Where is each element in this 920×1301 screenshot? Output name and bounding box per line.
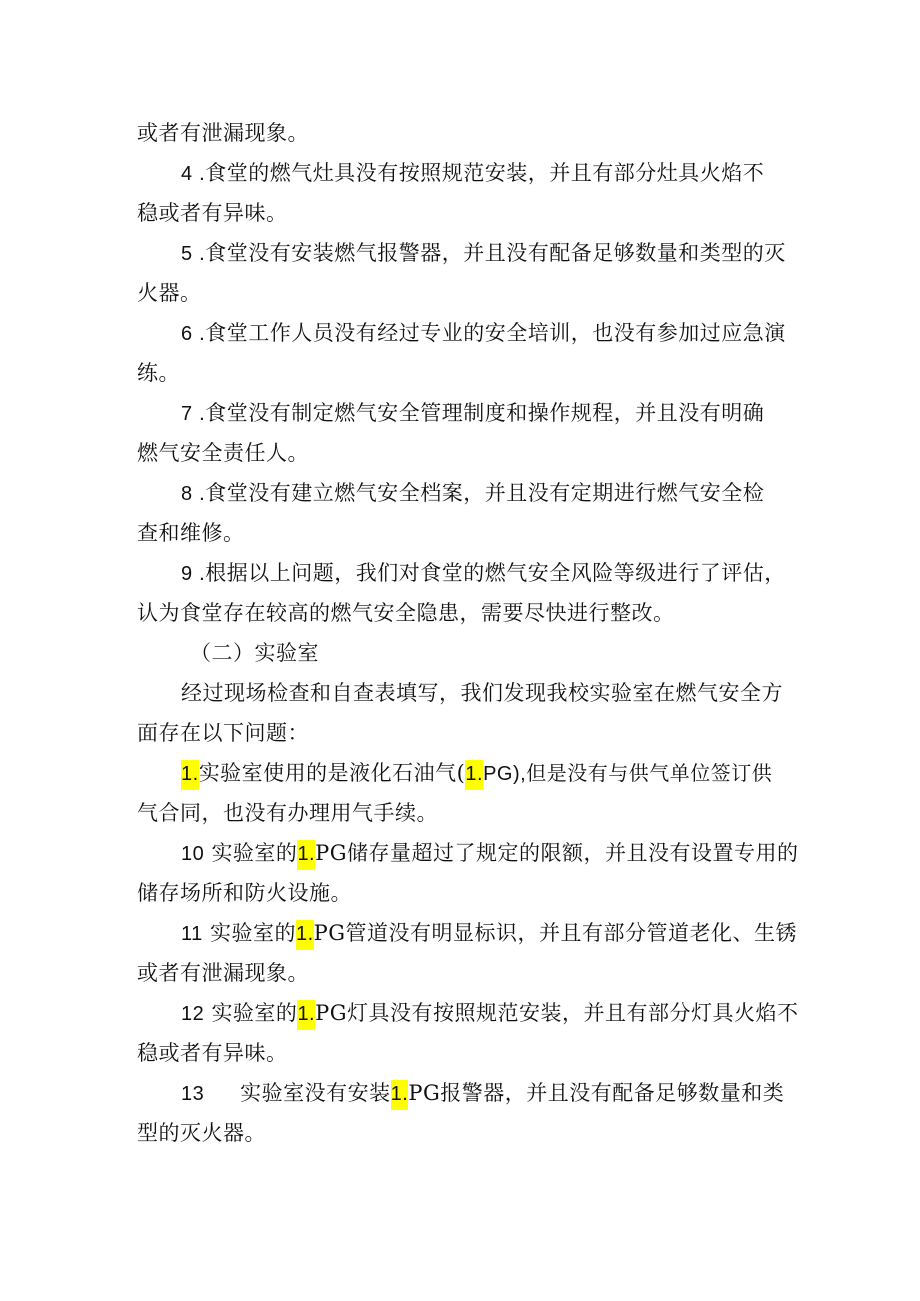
item-text-a: 实验室使用的是液化石油气( <box>198 761 466 785</box>
item-number: 5 <box>181 243 193 265</box>
item-separator: . <box>192 162 206 185</box>
list-item-5-cont: 火器。 <box>137 281 202 305</box>
item-number: 8 <box>181 483 193 505</box>
item-separator: . <box>192 482 206 505</box>
item-number: 4 <box>181 163 193 185</box>
item-text-b: PG),但是没有与供气单位签订供 <box>483 763 773 785</box>
list-item-4-cont: 稳或者有异味。 <box>137 201 288 225</box>
item-text-pre: 实验室的 <box>211 1001 298 1025</box>
item-text-pre: 实验室的 <box>211 841 298 865</box>
item-separator: . <box>192 322 206 345</box>
highlight-mark: 1. <box>465 760 483 790</box>
highlight-mark: 1. <box>297 840 315 870</box>
section-intro-line1: 经过现场检查和自查表填写，我们发现我校实验室在燃气安全方 <box>181 681 783 705</box>
item-number: 10 <box>181 843 205 865</box>
highlight-mark: 1. <box>181 760 199 790</box>
list-item-6-cont: 练。 <box>137 361 180 385</box>
lab-item-12 <box>181 998 799 1028</box>
list-item-7-cont: 燃气安全责任人。 <box>137 441 309 465</box>
lab-item-1-cont: 气合同，也没有办理用气手续。 <box>137 801 438 825</box>
item-text-line1: 食堂的燃气灶具没有按照规范安装，并且有部分灶具火焰不 <box>205 161 765 185</box>
continuation-line: 或者有泄漏现象。 <box>137 121 309 145</box>
item-text-pre: 实验室没有安装 <box>240 1081 391 1105</box>
lab-item-13-cont: 型的灭火器。 <box>137 1121 266 1145</box>
item-text-b: PG灯具没有按照规范安装，并且有部分灯具火焰不 <box>315 1001 799 1025</box>
item-text-line1: 根据以上问题，我们对食堂的燃气安全风险等级进行了评估， <box>205 561 786 585</box>
item-number: 6 <box>181 323 193 345</box>
item-text-b: PG管道没有明显标识，并且有部分管道老化、生锈 <box>313 921 798 945</box>
lab-item-11 <box>181 918 797 948</box>
item-separator: . <box>192 242 206 265</box>
item-number: 11 <box>181 923 203 945</box>
list-item-6 <box>181 318 786 348</box>
section-intro-line2: 面存在以下问题： <box>137 721 309 745</box>
list-item-9 <box>181 558 786 588</box>
item-separator: . <box>192 562 206 585</box>
item-number: 13 <box>181 1083 205 1105</box>
item-number: 9 <box>181 563 193 585</box>
section-heading: （二）实验室 <box>190 641 319 665</box>
item-number: 7 <box>181 403 193 425</box>
list-item-7 <box>181 398 764 428</box>
highlight-mark: 1. <box>296 920 314 950</box>
item-separator: . <box>192 402 206 425</box>
item-text-line1: 食堂没有制定燃气安全管理制度和操作规程，并且没有明确 <box>205 401 765 425</box>
item-number: 12 <box>181 1003 205 1025</box>
list-item-9-cont: 认为食堂存在较高的燃气安全隐患，需要尽快进行整改。 <box>137 601 675 625</box>
item-text-line1: 食堂没有安装燃气报警器，并且没有配备足够数量和类型的灭 <box>205 241 786 265</box>
lab-item-10 <box>181 838 799 868</box>
list-item-8-cont: 查和维修。 <box>137 521 245 545</box>
list-item-5 <box>181 238 786 268</box>
lab-item-11-cont: 或者有泄漏现象。 <box>137 961 309 985</box>
lab-item-10-cont: 储存场所和防火设施。 <box>137 881 352 905</box>
item-text-b: PG储存量超过了规定的限额，并且没有设置专用的 <box>315 841 799 865</box>
item-text-line1: 食堂没有建立燃气安全档案，并且没有定期进行燃气安全检 <box>205 481 765 505</box>
lab-item-13 <box>181 1078 784 1108</box>
highlight-mark: 1. <box>391 1080 409 1110</box>
lab-item-1 <box>181 758 772 788</box>
item-text-b: PG报警器，并且没有配备足够数量和类 <box>408 1081 785 1105</box>
list-item-8 <box>181 478 764 508</box>
highlight-mark: 1. <box>297 1000 315 1030</box>
lab-item-12-cont: 稳或者有异味。 <box>137 1041 288 1065</box>
list-item-4 <box>181 158 764 188</box>
item-text-pre: 实验室的 <box>209 921 296 945</box>
item-text-line1: 食堂工作人员没有经过专业的安全培训，也没有参加过应急演 <box>205 321 786 345</box>
